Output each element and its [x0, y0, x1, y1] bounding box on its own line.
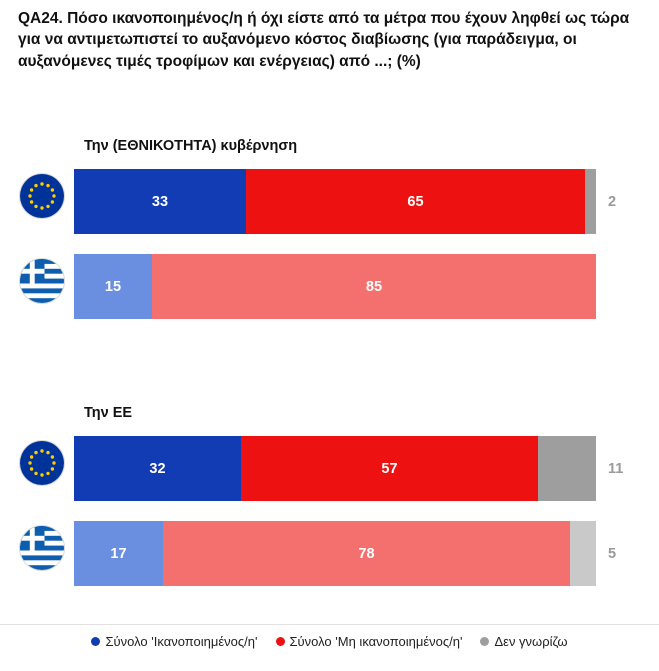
legend-label: Δεν γνωρίζω [494, 634, 568, 649]
section-title: Την ΕΕ [84, 405, 133, 421]
stacked-bar [74, 436, 596, 501]
bar-value-dont-know: 11 [608, 460, 624, 477]
chart-row [0, 254, 659, 320]
legend-dot-icon [480, 637, 489, 646]
legend-dot-icon [276, 637, 285, 646]
eu-flag-icon [20, 174, 64, 218]
greece-flag-icon [20, 259, 64, 303]
bar-segment-not-satisfied: 65 [246, 169, 585, 234]
bar-segment-satisfied: 17 [74, 521, 163, 586]
greece-flag-icon [20, 526, 64, 570]
legend-item-not-satisfied [276, 634, 463, 649]
legend-dot-icon [91, 637, 100, 646]
bar-segment-satisfied: 33 [74, 169, 246, 234]
legend-label: Σύνολο 'Ικανοποιημένος/η' [105, 634, 258, 649]
stacked-bar [74, 254, 596, 319]
chart-legend [0, 624, 659, 649]
bar-value-dont-know: 5 [608, 545, 617, 562]
bar-segment-not-satisfied: 57 [241, 436, 538, 501]
legend-item-dont-know [480, 634, 567, 649]
legend-item-satisfied [91, 634, 257, 649]
chart-row [0, 521, 659, 587]
bar-segment-satisfied: 32 [74, 436, 241, 501]
chart-row [0, 436, 659, 502]
bar-segment-dont-know [585, 169, 596, 234]
stacked-bar [74, 521, 596, 586]
bar-segment-dont-know [570, 521, 596, 586]
bar-segment-dont-know [538, 436, 596, 501]
bar-value-dont-know: 2 [608, 193, 617, 210]
legend-label: Σύνολο 'Μη ικανοποιημένος/η' [289, 634, 463, 649]
chart-row [0, 169, 659, 235]
section-title: Την (ΕΘΝΙΚΟΤΗΤΑ) κυβέρνηση [84, 138, 298, 154]
eu-flag-icon [20, 441, 64, 485]
bar-segment-not-satisfied: 85 [152, 254, 596, 319]
stacked-bar [74, 169, 596, 234]
bar-segment-satisfied: 15 [74, 254, 152, 319]
page-title: QA24. Πόσο ικανοποιημένος/η ή όχι είστε από τα μέτρα που έχουν ληφθεί ως τώρα για να αντιμετωπιστεί το αυξανόμενο κόστος διαβίωσης (για παράδειγμα, οι αυξανόμενες τιμές τροφίμων και ενέργειας) από ...; (%) [18, 10, 630, 70]
bar-segment-not-satisfied: 78 [163, 521, 570, 586]
